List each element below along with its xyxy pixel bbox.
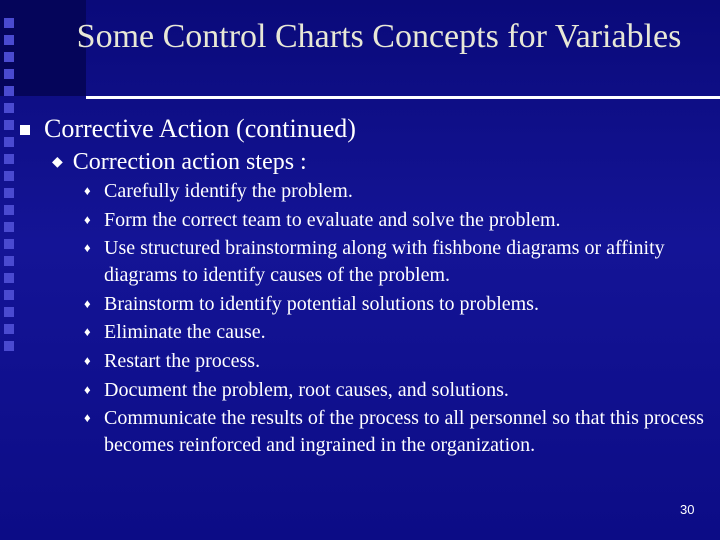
bullet-level2-text: Correction action steps : bbox=[72, 149, 307, 175]
step-text: Document the problem, root causes, and solutions. bbox=[104, 378, 509, 401]
list-item bbox=[84, 291, 714, 318]
bullet-level2 bbox=[52, 149, 307, 176]
small-diamond-bullet-icon: ♦ bbox=[84, 295, 91, 311]
decorative-square-column bbox=[4, 18, 22, 351]
step-text: Eliminate the cause. bbox=[104, 321, 266, 344]
small-diamond-bullet-icon: ♦ bbox=[84, 240, 91, 256]
list-item bbox=[84, 377, 714, 404]
step-text: Carefully identify the problem. bbox=[104, 180, 353, 202]
list-item bbox=[84, 348, 714, 375]
list-item bbox=[84, 235, 714, 288]
page-number: 30 bbox=[680, 502, 695, 517]
step-text: Form the correct team to evaluate and solve the problem. bbox=[104, 208, 561, 231]
step-text: Use structured brainstorming along with fishbone diagrams or affinity diagrams to identify causes of the problem. bbox=[104, 237, 665, 286]
steps-list bbox=[84, 178, 714, 461]
small-diamond-bullet-icon: ♦ bbox=[84, 183, 91, 198]
small-diamond-bullet-icon: ♦ bbox=[84, 410, 91, 426]
square-bullet-icon bbox=[20, 125, 30, 135]
small-diamond-bullet-icon: ♦ bbox=[84, 324, 91, 340]
step-text: Communicate the results of the process to all personnel so that this process becomes reinforced and ingrained in the organization. bbox=[104, 407, 704, 456]
list-item bbox=[84, 178, 714, 205]
step-text: Restart the process. bbox=[104, 349, 261, 372]
small-diamond-bullet-icon: ♦ bbox=[84, 381, 91, 397]
small-diamond-bullet-icon: ♦ bbox=[84, 352, 91, 368]
list-item bbox=[84, 207, 714, 234]
slide-title: Some Control Charts Concepts for Variables bbox=[76, 18, 682, 55]
title-divider bbox=[86, 96, 720, 99]
bullet-level1 bbox=[20, 114, 356, 144]
small-diamond-bullet-icon: ♦ bbox=[84, 211, 91, 227]
step-text: Brainstorm to identify potential solutions to problems. bbox=[104, 292, 539, 315]
diamond-bullet-icon: ◆ bbox=[52, 155, 63, 170]
list-item bbox=[84, 405, 714, 458]
list-item bbox=[84, 319, 714, 346]
bullet-level1-text: Corrective Action (continued) bbox=[44, 114, 356, 143]
